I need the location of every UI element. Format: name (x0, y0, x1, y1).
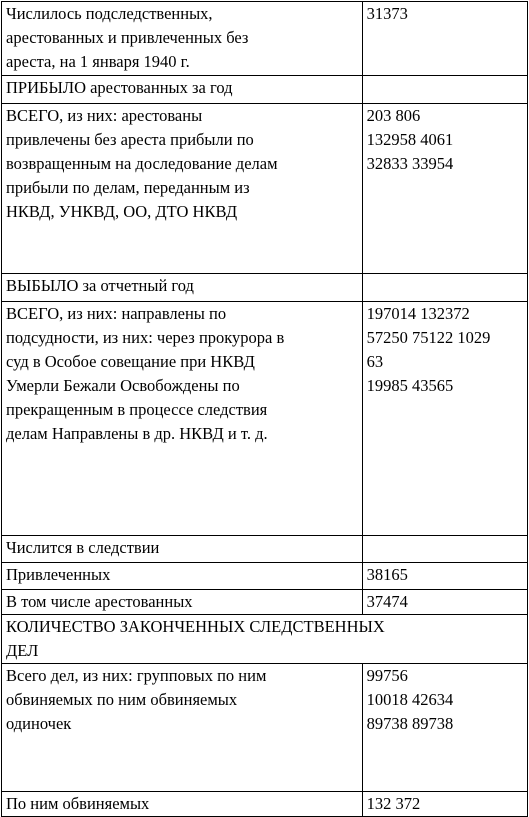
row-value (362, 76, 527, 104)
row-value: 203 806 132958 4061 32833 33954 (362, 104, 527, 274)
table-row (2, 536, 528, 563)
table-row (2, 104, 528, 274)
table-row (2, 274, 528, 302)
table-row (2, 2, 528, 76)
row-value: 37474 (362, 590, 527, 615)
table-row (2, 615, 528, 664)
row-label: По ним обвиняемых (2, 792, 363, 817)
row-label: Числилось подследственных, арестованных и привлеченных без ареста, на 1 января 1940 г. (2, 2, 363, 76)
section-heading: КОЛИЧЕСТВО ЗАКОНЧЕННЫХ СЛЕДСТВЕННЫХ ДЕЛ (2, 615, 528, 664)
row-value: 99756 10018 42634 89738 89738 (362, 664, 527, 792)
row-label: Числится в следствии (2, 536, 363, 563)
row-value: 197014 132372 57250 75122 1029 63 19985 43565 (362, 302, 527, 536)
row-value: 132 372 (362, 792, 527, 817)
row-label: Привлеченных (2, 563, 363, 590)
row-value (362, 274, 527, 302)
row-label: ВСЕГО, из них: направлены по подсудности, из них: через прокурора в суд в Особое совещание при НКВД Умерли Бежали Освобождены по прекращенным в процессе следствия делам Направлены в др. НКВД и т. д. (2, 302, 363, 536)
table-row (2, 76, 528, 104)
row-label: ВСЕГО, из них: арестованы привлечены без ареста прибыли по возвращенным на доследование делам прибыли по делам, переданным из НКВД, УНКВД, ОО, ДТО НКВД (2, 104, 363, 274)
table-row (2, 302, 528, 536)
table-row (2, 563, 528, 590)
row-value: 31373 (362, 2, 527, 76)
row-label: В том числе арестованных (2, 590, 363, 615)
table-row (2, 664, 528, 792)
row-label: ПРИБЫЛО арестованных за год (2, 76, 363, 104)
row-value: 38165 (362, 563, 527, 590)
table-row (2, 792, 528, 817)
row-label: ВЫБЫЛО за отчетный год (2, 274, 363, 302)
table-row (2, 590, 528, 615)
row-label: Всего дел, из них: групповых по ним обвиняемых по ним обвиняемых одиночек (2, 664, 363, 792)
row-value (362, 536, 527, 563)
statistics-table (1, 1, 528, 817)
